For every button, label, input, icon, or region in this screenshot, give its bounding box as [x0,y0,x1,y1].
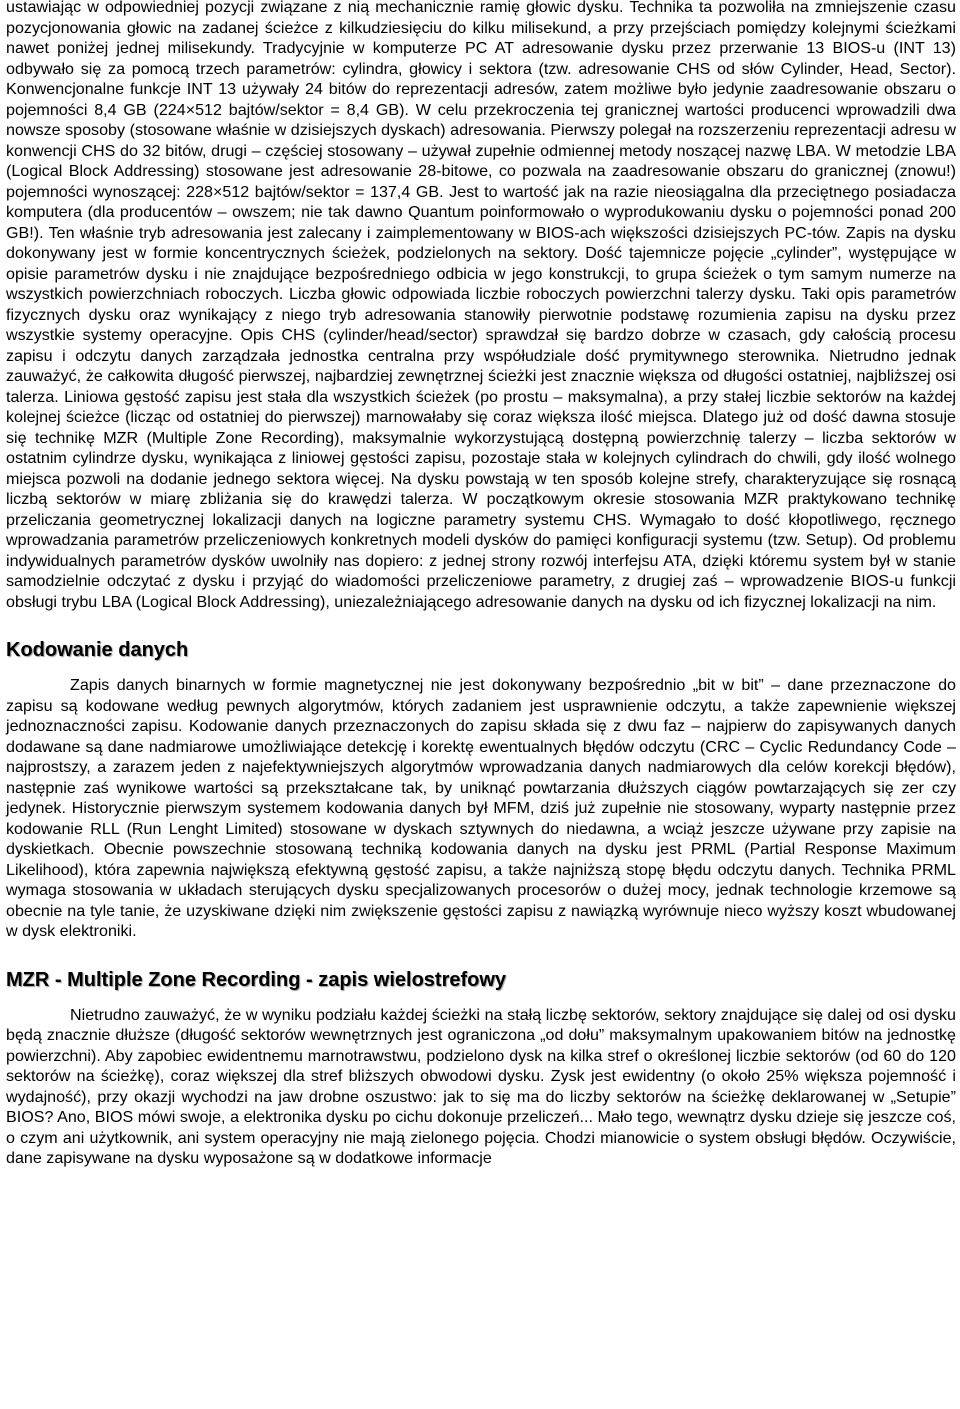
section-heading: MZR - Multiple Zone Recording - zapis wielostrefowy [6,968,507,991]
body-paragraph: Zapis danych binarnych w formie magnetycznej nie jest dokonywany bezpośrednio „bit w bit” – dane przeznaczone do zapisu są kodowane według pewnych algorytmów, których zadaniem jest usprawnienie odczytu, a także zapewnienie większej jednoznaczności zapisu. Kodowanie danych przeznaczonych do zapisu składa się z dwu faz – najpierw do zapisywanych danych dodawane są dane nadmiarowe umożliwiające detekcję i korektę ewentualnych błędów odczytu (CRC – Cyclic Redundancy Code – najprostszy, a zarazem jeden z najefektywniejszych algorytmów wprowadzania danych nadmiarowych dla celów korekcji błędów), następnie zaś wynikowe wartości są przekształcane tak, by uniknąć powtarzania dłuższych ciągów powtarzających się zer czy jedynek. Historycznie pierwszym systemem kodowania danych był MFM, dziś już zupełnie nie stosowany, wyparty następnie przez kodowanie RLL (Run Lenght Limited) stosowane w dyskach sztywnych do niedawna, a wciąż jeszcze używane przy zapisie na dyskietkach. Obecnie powszechnie stosowaną techniką kodowania danych na dysku jest PRML (Partial Response Maximum Likelihood), która zapewnia największą efektywną gęstość zapisu, a także najniższą stopę błędu odczytu danych. Technika PRML wymaga stosowania w układach sterujących dysku specjalizowanych procesorów o dużej mocy, jednak technologie krzemowe są obecnie na tyle tanie, że uzyskiwane dzięki nim zwiększenie gęstości zapisu z nawiązką wyrównuje nieco wyższy koszt wbudowanej w dysk elektroniki. [6,676,956,940]
document-page [6,0,956,1169]
body-paragraph: ustawiając w odpowiedniej pozycji związane z nią mechanicznie ramię głowic dysku. Technika ta pozwoliła na zmniejszenie czasu pozycjonowania głowic na zadanej ścieżce z kilkudziesięciu do kilku milisekund, a przy przejściach pomiędzy kolejnymi ścieżkami nawet poniżej jednej milisekundy. Tradycyjnie w komputerze PC AT adresowanie dysku przez przerwanie 13 BIOS-u (INT 13) odbywało się za pomocą trzech parametrów: cylindra, głowicy i sektora (tzw. adresowanie CHS od słów Cylinder, Head, Sector). Konwencjonalne funkcje INT 13 używały 24 bitów do reprezentacji adresów, zatem możliwe było jedynie zaadresowanie obszaru o pojemności 8,4 GB (224×512 bajtów/sektor = 8,4 GB). W celu przekroczenia tej granicznej wartości producenci wprowadzili dwa nowsze sposoby (stosowane właśnie w dzisiejszych dyskach) adresowania. Pierwszy polegał na rozszerzeniu reprezentacji adresu w konwencji CHS do 32 bitów, drugi – częściej stosowany – używał zupełnie odmiennej metody noszącej nazwę LBA. W metodzie LBA (Logical Block Addressing) stosowane jest adresowanie 28-bitowe, co pozwala na zaadresowanie obszaru do granicznej (znowu!) pojemności wynoszącej: 228×512 bajtów/sektor = 137,4 GB. Jest to wartość jak na razie nieosiągalna dla przeciętnego posiadacza komputera (dla producentów – owszem; nie tak dawno Quantum poinformowało o wyprodukowaniu dysku o pojemności ponad 200 GB!). Ten właśnie tryb adresowania jest zalecany i zaimplementowany w BIOS-ach większości dzisiejszych PC-tów. Zapis na dysku dokonywany jest w formie koncentrycznych ścieżek, podzielonych na sektory. Dość tajemnicze pojęcie „cylinder”, występujące w opisie parametrów dysku i nie znajdujące bezpośredniego odbicia w jego konstrukcji, to grupa ścieżek o tym samym numerze na wszystkich powierzchniach roboczych. Liczba głowic odpowiada liczbie roboczych powierzchni talerzy dysku. Taki opis parametrów fizycznych dysku oraz wynikający z niego tryb adresowania stanowiły pierwotnie podstawę rozumienia zapisu na dysku przez wszystkie systemy operacyjne. Opis CHS (cylinder/head/sector) sprawdzał się bardzo dobrze w czasach, gdy całością procesu zapisu i odczytu danych zarządzała jednostka centralna przy współudziale dość prymitywnego sterownika. Nietrudno jednak zauważyć, że całkowita długość pierwszej, najbardziej zewnętrznej ścieżki jest znacznie większa od długości ostatniej, najbliższej osi talerza. Liniowa gęstość zapisu jest stała dla wszystkich ścieżek (po prostu – maksymalna), a przy stałej liczbie sektorów na każdej kolejnej ścieżce (licząc od ostatniej do pierwszej) marnowałaby się coraz większa ilość miejsca. Dlatego już od dość dawna stosuje się technikę MZR (Multiple Zone Recording), maksymalnie wykorzystującą dostępną powierzchnię talerzy – liczba sektorów w ostatnim cylindrze dysku, wynikająca z liniowej gęstości zapisu, pozostaje stała w kolejnych cylindrach do chwili, gdy ilość wolnego miejsca pozwoli na dodanie jednego sektora więcej. Na dysku powstają w ten sposób kolejne strefy, charakteryzujące się rosnącą liczbą sektorów w miarę zbliżania się do krawędzi talerza. W początkowym okresie stosowania MZR praktykowano technikę przeliczania geometrycznej lokalizacji danych na logiczne parametry systemu CHS. Wymagało to dość kłopotliwego, ręcznego wprowadzania parametrów przeliczeniowych konkretnych modeli dysków do pamięci konfiguracji systemu (tzw. Setup). Od problemu indywidualnych parametrów dysków uwolniły nas dopiero: z jednej strony rozwój interfejsu ATA, dzięki któremu system był w stanie samodzielnie odczytać z dysku i przyjąć do wiadomości przeliczeniowe parametry, z drugiej zaś – wprowadzenie BIOS-u funkcji obsługi trybu LBA (Logical Block Addressing), uniezależniającego adresowanie danych na dysku od ich fizycznej lokalizacji na nim. [6,0,956,611]
body-paragraph: Nietrudno zauważyć, że w wyniku podziału każdej ścieżki na stałą liczbę sektorów, sektory znajdujące się dalej od osi dysku będą znacznie dłuższe (długość sektorów wewnętrznych jest ograniczona „od dołu” maksymalnym upakowaniem bitów na jednostkę powierzchni). Aby zapobiec ewidentnemu marnotrawstwu, podzielono dysk na kilka stref o określonej liczbie sektorów (od 60 do 120 sektorów na ścieżkę), coraz większej dla stref bliższych obwodowi dysku. Zysk jest ewidentny (o około 25% większa pojemność i wydajność), przy okazji wychodzi na jaw drobne oszustwo: jak to się ma do liczby sektorów na ścieżkę deklarowanej w „Setupie” BIOS? Ano, BIOS mówi swoje, a elektronika dysku po cichu dokonuje przeliczeń... Mało tego, wewnątrz dysku dzieje się jeszcze coś, o czym ani użytkownik, ani system operacyjny nie mają zielonego pojęcia. Chodzi mianowicie o system obsługi błędów. Oczywiście, dane zapisywane na dysku wyposażone są w dodatkowe informacje [6,1005,956,1167]
section-heading: Kodowanie danych [6,639,189,661]
